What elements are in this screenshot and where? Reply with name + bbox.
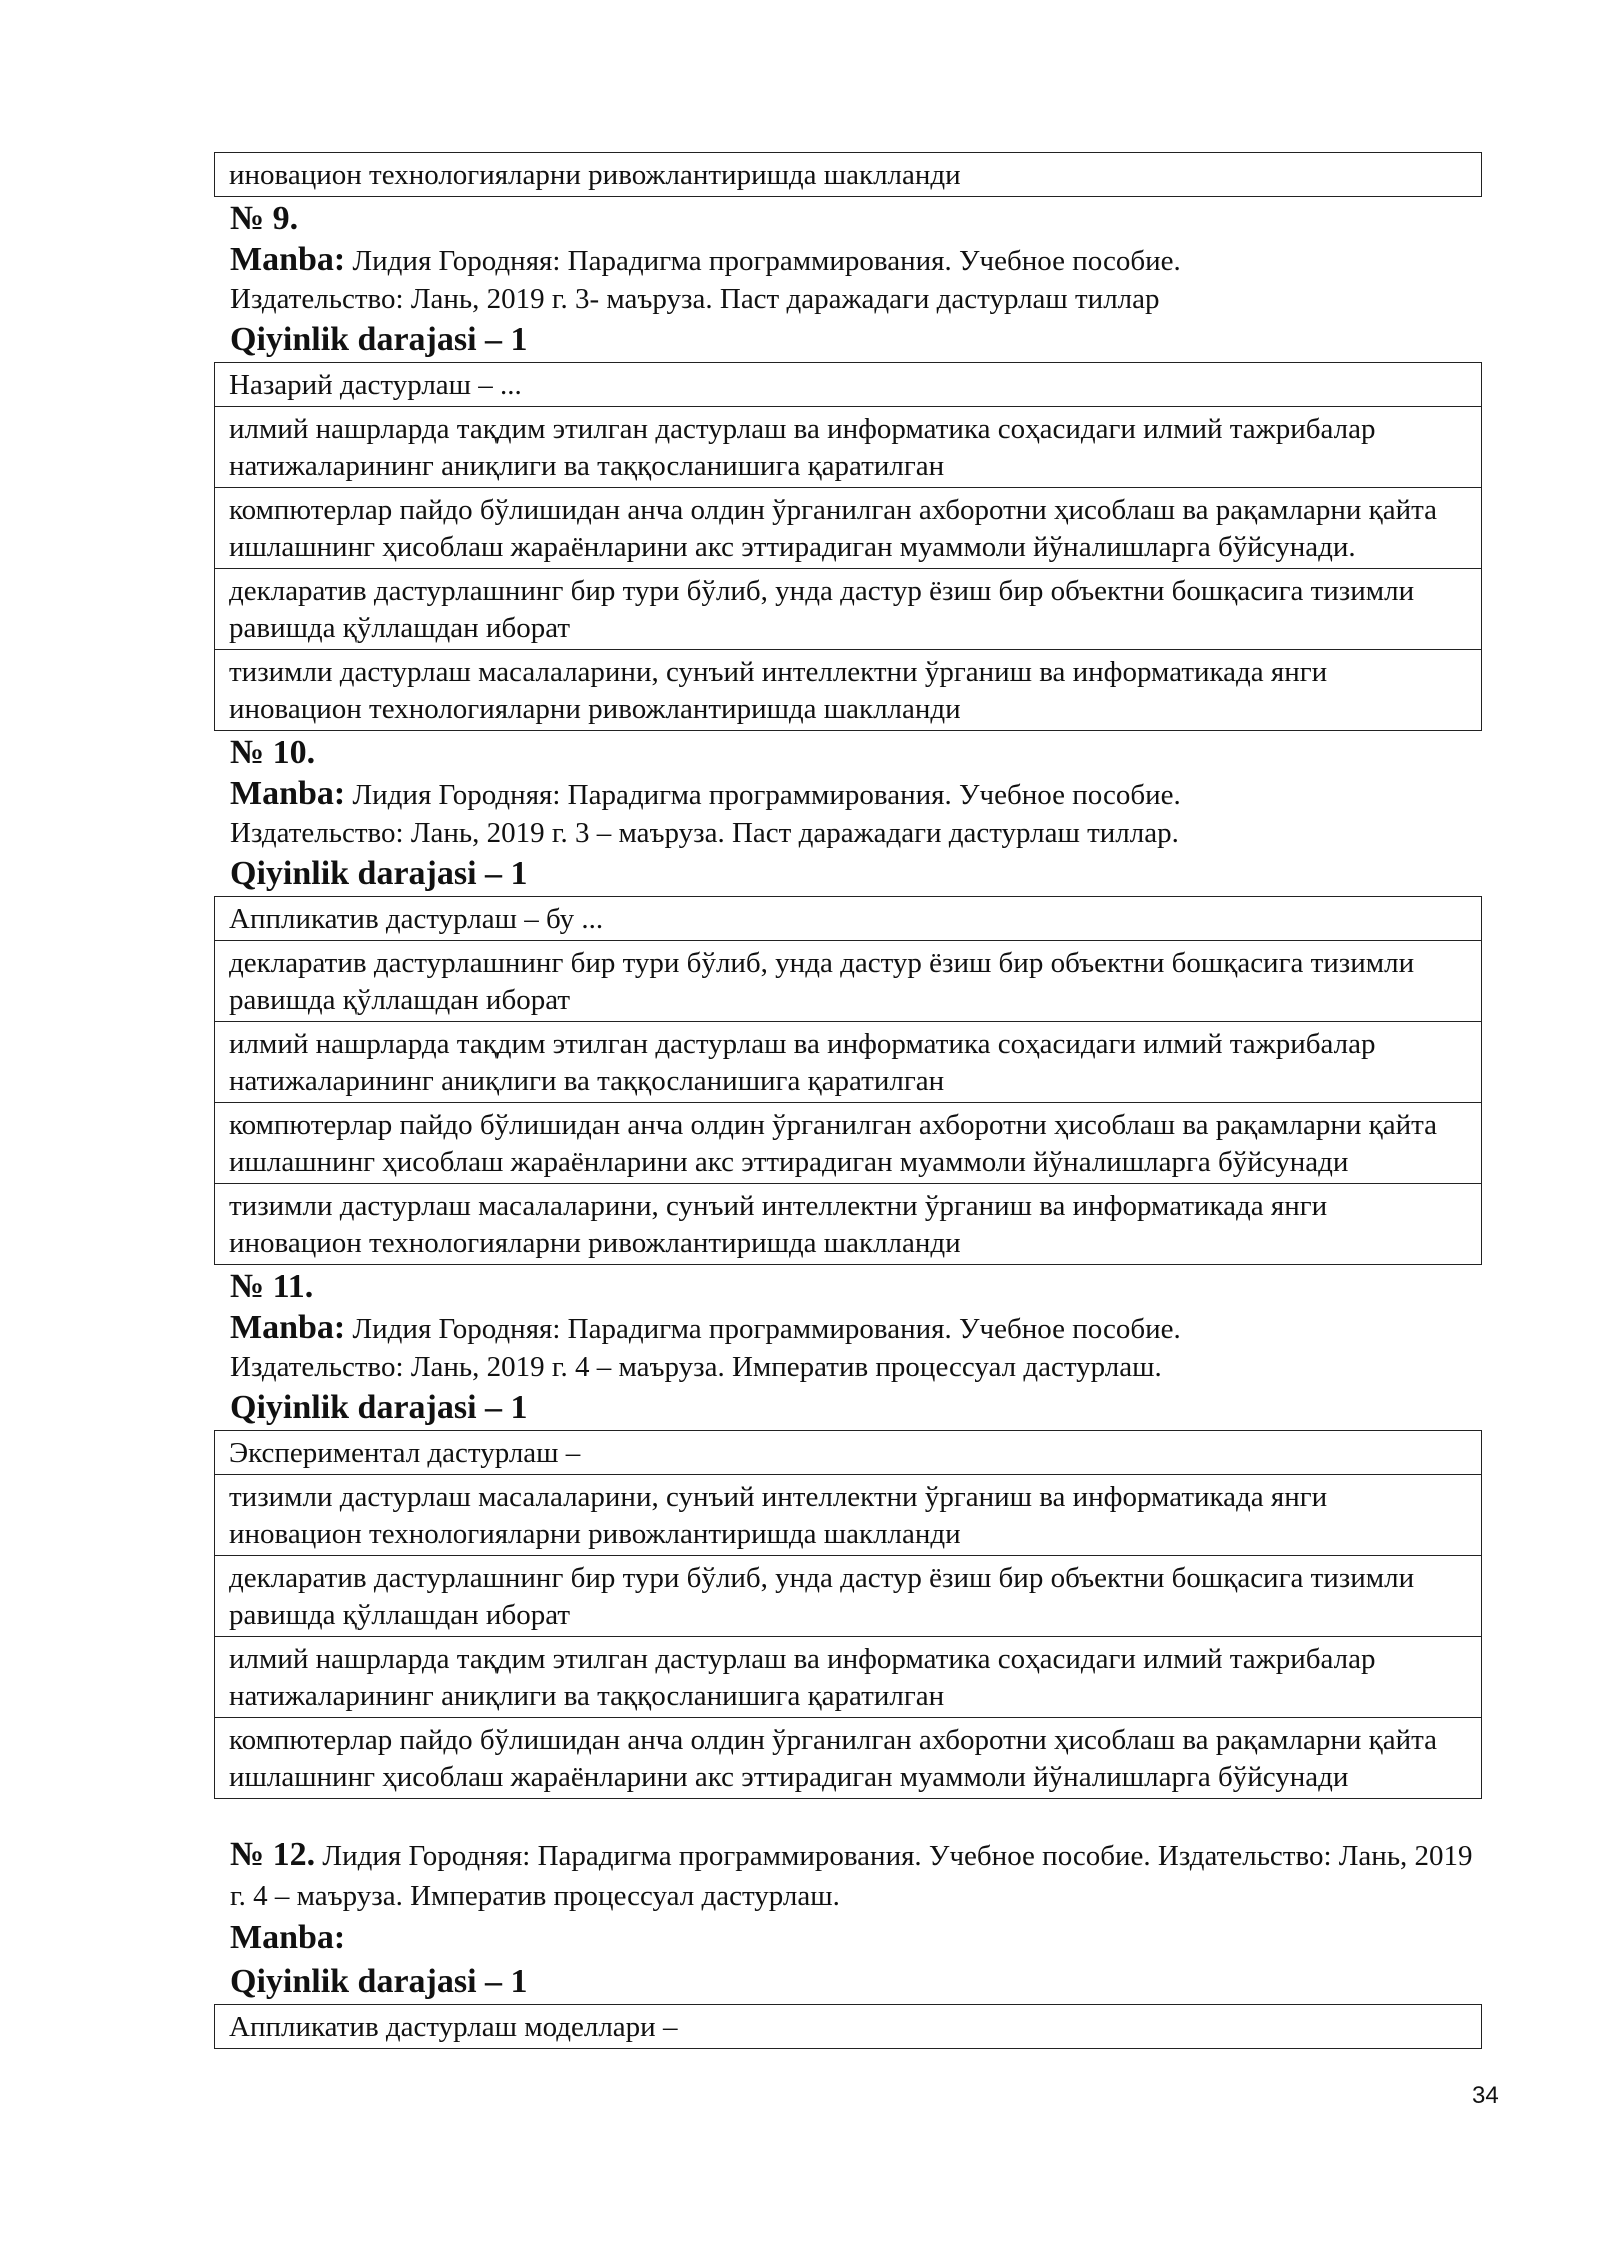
- source-line: [214, 775, 1482, 814]
- source-line-2: Издательство: Лань, 2019 г. 3- маъруза. Паст даражадаги дастурлаш тиллар: [230, 283, 1160, 315]
- answer-table: [214, 2004, 1482, 2049]
- source-text: Лидия Городняя: Парадигма программирования. Учебное пособие.: [352, 779, 1181, 811]
- question-number: № 9.: [230, 200, 299, 237]
- answer-option: тизимли дастурлаш масалаларини, сунъий интеллектни ўрганиш ва информатикада янги иновацион технологияларни ривожлантиришда шаклланди: [215, 649, 1481, 730]
- question-number: № 12.: [230, 1836, 316, 1873]
- question-text: Аппликатив дастурлаш моделлари –: [229, 2011, 678, 2043]
- question-text: Аппликатив дастурлаш – бу ...: [229, 903, 604, 935]
- spacer: [214, 1799, 1482, 1835]
- answer-option: компютерлар пайдо бўлишидан анча олдин ўрганилган ахборотни ҳисоблаш ва рақамларни қайта ишлашнинг ҳисоблаш жараёнларини акс эттирадиган муаммоли йўналишларга бўйсунади: [215, 1717, 1481, 1798]
- question-number: № 10.: [230, 734, 316, 771]
- difficulty-label: Qiyinlik darajasi – 1: [230, 1963, 528, 2000]
- source-text: Лидия Городняя: Парадигма программирования. Учебное пособие.: [352, 1313, 1181, 1345]
- source-line-2: Издательство: Лань, 2019 г. 4 – маъруза. Императив процессуал дастурлаш.: [230, 1351, 1162, 1383]
- answer-option: илмий нашрларда тақдим этилган дастурлаш ва информатика соҳасидаги илмий тажрибалар натижаларининг аниқлиги ва таққосланишига қаратилган: [215, 1021, 1481, 1102]
- source-line: [214, 1835, 1482, 1916]
- answer-option: декларатив дастурлашнинг бир тури бўлиб, унда дастур ёзиш бир объектни бошқасига тизимли равишда қўллашдан иборат: [215, 568, 1481, 649]
- answer-option: компютерлар пайдо бўлишидан анча олдин ўрганилган ахборотни ҳисоблаш ва рақамларни қайта ишлашнинг ҳисоблаш жараёнларини акс эттирадиган муаммоли йўналишларга бўйсунади: [215, 1102, 1481, 1183]
- source-text: Лидия Городняя: Парадигма программирования. Учебное пособие. Издательство: Лань, 2019 г. 4 – маъруза. Императив процессуал дастурлаш.: [230, 1840, 1473, 1912]
- answer-option: декларатив дастурлашнинг бир тури бўлиб, унда дастур ёзиш бир объектни бошқасига тизимли равишда қўллашдан иборат: [215, 940, 1481, 1021]
- answer-option: илмий нашрларда тақдим этилган дастурлаш ва информатика соҳасидаги илмий тажрибалар натижаларининг аниқлиги ва таққосланишига қаратилган: [215, 406, 1481, 487]
- question-block-12: [214, 1835, 1482, 2049]
- page-content: [214, 152, 1482, 2049]
- answer-option: тизимли дастурлаш масалаларини, сунъий интеллектни ўрганиш ва информатикада янги иновацион технологияларни ривожлантиришда шаклланди: [215, 1183, 1481, 1264]
- question-block-10: [214, 731, 1482, 1265]
- question-block-9: [214, 197, 1482, 731]
- answer-option: компютерлар пайдо бўлишидан анча олдин ўрганилган ахборотни ҳисоблаш ва рақамларни қайта ишлашнинг ҳисоблаш жараёнларини акс эттирадиган муаммоли йўналишларга бўйсунади.: [215, 487, 1481, 568]
- manba-label: Manba:: [230, 1309, 346, 1346]
- answer-option: тизимли дастурлаш масалаларини, сунъий интеллектни ўрганиш ва информатикада янги иновацион технологияларни ривожлантиришда шаклланди: [215, 1474, 1481, 1555]
- source-line: [214, 1309, 1482, 1348]
- source-line-2: Издательство: Лань, 2019 г. 3 – маъруза. Паст даражадаги дастурлаш тиллар.: [230, 817, 1179, 849]
- question-number: № 11.: [230, 1268, 314, 1305]
- page-number: 34: [1472, 2082, 1499, 2109]
- manba-label: Manba:: [230, 1919, 346, 1956]
- question-text: Экспериментал дастурлаш –: [229, 1437, 581, 1469]
- answer-table: [214, 362, 1482, 731]
- answer-table: [214, 896, 1482, 1265]
- question-text: Назарий дастурлаш – ...: [229, 369, 522, 401]
- answer-table: [214, 1430, 1482, 1799]
- manba-label: Manba:: [230, 241, 346, 278]
- difficulty-label: Qiyinlik darajasi – 1: [230, 1389, 528, 1426]
- source-text: Лидия Городняя: Парадигма программирования. Учебное пособие.: [352, 245, 1181, 277]
- top-fragment-table: [214, 152, 1482, 197]
- difficulty-label: Qiyinlik darajasi – 1: [230, 855, 528, 892]
- table-row: иновацион технологияларни ривожлантиришда шаклланди: [229, 159, 961, 191]
- source-line: [214, 241, 1482, 280]
- question-block-11: [214, 1265, 1482, 1799]
- manba-label: Manba:: [230, 775, 346, 812]
- difficulty-label: Qiyinlik darajasi – 1: [230, 321, 528, 358]
- answer-option: илмий нашрларда тақдим этилган дастурлаш ва информатика соҳасидаги илмий тажрибалар натижаларининг аниқлиги ва таққосланишига қаратилган: [215, 1636, 1481, 1717]
- answer-option: декларатив дастурлашнинг бир тури бўлиб, унда дастур ёзиш бир объектни бошқасига тизимли равишда қўллашдан иборат: [215, 1555, 1481, 1636]
